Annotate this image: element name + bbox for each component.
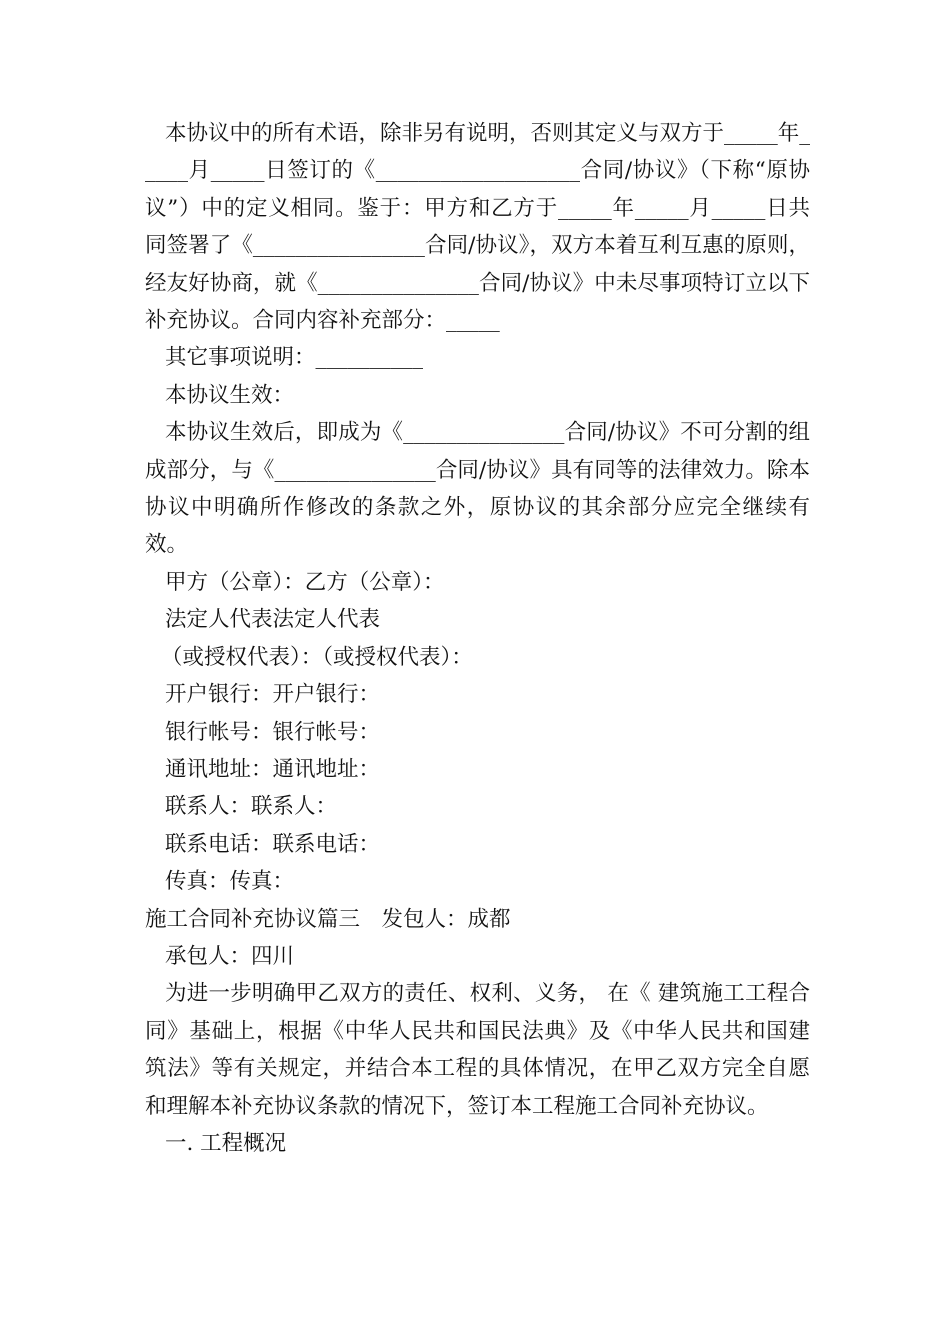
- paragraph-purpose: 为进一步明确甲乙双方的责任、权利、义务， 在《 建筑施工工程合同》基础上，根据《中华人民共和国民法典》及《中华人民共和国建筑法》等有关规定，并结合本工程的具体情况，在甲乙双方完全自愿和理解本补充协议条款的情况下，签订本工程施工合同补充协议。: [145, 981, 810, 1119]
- line-contact-person: 联系人：联系人：: [165, 794, 338, 820]
- line-contractor: 承包人：四川: [165, 943, 295, 969]
- line-contact-phone: 联系电话：联系电话：: [165, 831, 381, 857]
- paragraph-effectiveness-body: 本协议生效后，即成为《_______________合同/协议》不可分割的组成部分，与《_______________合同/协议》具有同等的法律效力。除本协议中明确所作修改的条款之外，原协议的其余部分应完全继续有效。: [145, 420, 810, 558]
- heading-project-overview: 一. 工程概况: [165, 1130, 287, 1156]
- line-fax: 传真：传真：: [165, 869, 295, 895]
- paragraph-other-matters: 其它事项说明：__________: [165, 345, 424, 371]
- line-authorized-representatives: （或授权代表）：（或授权代表）：: [161, 644, 473, 670]
- paragraph-terms-definition: 本协议中的所有术语，除非另有说明，否则其定义与双方于_____年_____月_____日签订的《___________________合同/协议》（下称“原协议”）中的定义相同。鉴于：甲方和乙方于_____年_____月_____日共同签署了《________________合同/协议》，双方本着互利互惠的原则，经友好协商，就《_______________合同/协议》中未尽事项特订立以下补充协议。合同内容补充部分：_____: [145, 121, 811, 334]
- section-title-part-three: 施工合同补充协议篇三 发包人：成都: [145, 906, 511, 932]
- line-legal-representatives: 法定人代表法定人代表: [165, 607, 381, 633]
- document-page: [145, 115, 810, 1162]
- line-address: 通讯地址：通讯地址：: [165, 756, 381, 782]
- paragraph-effectiveness-heading: 本协议生效：: [165, 382, 295, 408]
- line-party-seals: 甲方（公章）：乙方（公章）：: [165, 569, 445, 595]
- line-bank-account: 银行帐号：银行帐号：: [165, 719, 381, 745]
- line-bank: 开户银行：开户银行：: [165, 682, 381, 708]
